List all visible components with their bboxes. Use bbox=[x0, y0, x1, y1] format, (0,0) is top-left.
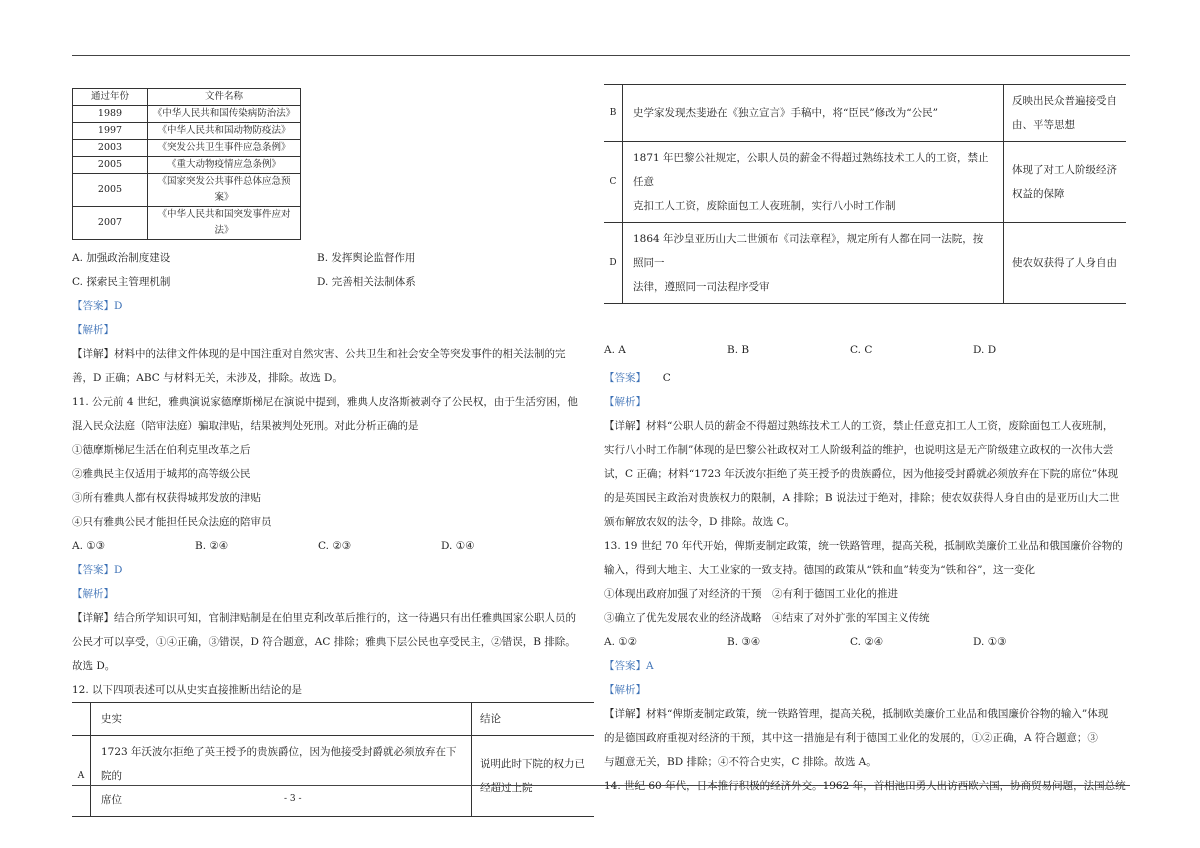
table-row bbox=[73, 207, 301, 240]
header-conclusion: 结论 bbox=[472, 703, 595, 736]
q10-detail-line: 善，D 正确；ABC 与材料无关，未涉及，排除。故选 D。 bbox=[72, 372, 343, 384]
law-year: 2005 bbox=[73, 157, 148, 174]
header-fact: 史实 bbox=[91, 703, 472, 736]
row-label: C bbox=[604, 142, 623, 223]
q10-detail-line: 【详解】材料中的法律文件体现的是中国注重对自然灾害、公共卫生和社会安全等突发事件的相关法制的完 bbox=[72, 348, 566, 360]
conclusion-cell bbox=[1004, 142, 1127, 223]
fact-line: 1723 年沃波尔拒绝了英王授予的贵族爵位，因为他接受封爵就必须放弃在下院的 bbox=[101, 746, 457, 782]
fact-cell bbox=[623, 223, 1004, 304]
fact-line: 法律，遵照同一司法程序受审 bbox=[633, 281, 770, 293]
answer-text: 【答案】A bbox=[604, 660, 654, 672]
option-c: C. 探索民主管理机制 bbox=[72, 276, 171, 288]
answer-label: 【答案】 bbox=[604, 372, 646, 384]
fact-line: 1864 年沙皇亚历山大二世颁布《司法章程》，规定所有人都在同一法院，按照同一 bbox=[633, 233, 984, 269]
conclusion-line: 权益的保障 bbox=[1012, 188, 1065, 200]
q12-detail-line: 实行八小时工作制”体现的是巴黎公社政权对工人阶级利益的维护，也说明这是无产阶级建立政权的一次伟大尝 bbox=[604, 444, 1114, 456]
q13-item: ①体现出政府加强了对经济的干预 ②有利于德国工业化的推进 bbox=[604, 588, 898, 600]
q10-options bbox=[72, 270, 594, 294]
fact-line: 克扣工人工资，废除面包工人夜班制，实行八小时工作制 bbox=[633, 200, 896, 212]
q10-jiexi: 【解析】 bbox=[72, 324, 114, 336]
q11-jiexi: 【解析】 bbox=[72, 588, 114, 600]
option-c: C. C bbox=[850, 344, 873, 356]
answer-text: 【答案】D bbox=[72, 564, 123, 576]
table-row bbox=[73, 174, 301, 207]
q11-stem-line: 11. 公元前 4 世纪，雅典演说家德摩斯梯尼在演说中提到，雅典人皮洛斯被剥夺了公民权，由于生活穷困，他 bbox=[72, 396, 578, 408]
row-label: D bbox=[604, 223, 623, 304]
top-rule bbox=[72, 55, 1130, 56]
law-year: 1989 bbox=[73, 106, 148, 123]
conclusion-cell bbox=[472, 736, 595, 817]
option-c: C. ②④ bbox=[850, 636, 884, 648]
table-row bbox=[73, 157, 301, 174]
option-d: D. ①④ bbox=[441, 540, 475, 552]
q13-answer bbox=[604, 654, 1126, 678]
q11-options bbox=[72, 534, 594, 558]
q12-table-bottom bbox=[604, 84, 1126, 304]
conclusion-line: 经超过上院 bbox=[480, 782, 533, 794]
q12-answer bbox=[604, 366, 1126, 390]
q10-options bbox=[72, 246, 594, 270]
option-c: C. ②③ bbox=[318, 540, 352, 552]
law-year: 1997 bbox=[73, 123, 148, 140]
fact-cell bbox=[623, 142, 1004, 223]
q13-stem-line: 13. 19 世纪 70 年代开始，俾斯麦制定政策，统一铁路管理，提高关税，抵制欧美廉价工业品和俄国廉价谷物的 bbox=[604, 540, 1123, 552]
q11-detail-line: 公民才可以享受，①④正确，③错误，D 符合题意，AC 排除；雅典下层公民也享受民主，②错误，B 排除。 bbox=[72, 636, 576, 648]
option-a: A. ①③ bbox=[72, 540, 106, 552]
q11-detail-line: 【详解】结合所学知识可知，官制津贴制是在伯里克利改革后推行的，这一待遇只有出任雅典国家公职人员的 bbox=[72, 612, 576, 624]
left-column bbox=[72, 82, 594, 817]
law-table bbox=[72, 88, 301, 240]
law-year: 2003 bbox=[73, 140, 148, 157]
conclusion-line: 说明此时下院的权力已 bbox=[480, 758, 585, 770]
q12-options bbox=[604, 338, 1126, 362]
table-row bbox=[73, 140, 301, 157]
law-name: 《中华人民共和国动物防疫法》 bbox=[148, 123, 301, 140]
empty-cell bbox=[72, 703, 91, 736]
fact-line: 席位 bbox=[101, 794, 122, 806]
q12-stem: 12. 以下四项表述可以从史实直接推断出结论的是 bbox=[72, 684, 303, 696]
law-header-name: 文件名称 bbox=[148, 89, 301, 106]
q12-detail-line: 【详解】材料“公职人员的薪金不得超过熟练技术工人的工资，禁止任意克扣工人工资，废除面包工人夜班制， bbox=[604, 420, 1114, 432]
law-table-header bbox=[73, 89, 301, 106]
q13-detail-line: 【详解】材料“俾斯麦制定政策，统一铁路管理，提高关税，抵制欧美廉价工业品和俄国廉价谷物的输入”体现 bbox=[604, 708, 1109, 720]
conclusion-line: 由、平等思想 bbox=[1012, 119, 1075, 131]
conclusion-line: 反映出民众普遍接受自 bbox=[1012, 95, 1117, 107]
row-label: A bbox=[72, 736, 91, 817]
law-year: 2007 bbox=[73, 207, 148, 240]
law-name: 《国家突发公共事件总体应急预案》 bbox=[148, 174, 301, 207]
table-row bbox=[604, 85, 1126, 142]
q11-item: ②雅典民主仅适用于城邦的高等级公民 bbox=[72, 468, 251, 480]
table-row bbox=[73, 123, 301, 140]
law-name: 《重大动物疫情应急条例》 bbox=[148, 157, 301, 174]
q13-jiexi: 【解析】 bbox=[604, 684, 646, 696]
option-a: A. ①② bbox=[604, 636, 638, 648]
q10-answer bbox=[72, 294, 594, 318]
table-row bbox=[604, 142, 1126, 223]
option-d: D. D bbox=[973, 344, 997, 356]
page-number: - 3 - bbox=[284, 794, 302, 804]
q11-item: ③所有雅典人都有权获得城邦发放的津贴 bbox=[72, 492, 261, 504]
table-row bbox=[604, 223, 1126, 304]
conclusion-line: 体现了对工人阶级经济 bbox=[1012, 164, 1117, 176]
q12-table-header bbox=[72, 703, 594, 736]
fact-line: 1871 年巴黎公社规定，公职人员的薪金不得超过熟练技术工人的工资，禁止任意 bbox=[633, 152, 989, 188]
q12-detail-line: 的是英国民主政治对贵族权力的限制，A 排除；B 说法过于绝对，排除；使农奴获得人身自由的是亚历山大二世 bbox=[604, 492, 1120, 504]
law-name: 《突发公共卫生事件应急条例》 bbox=[148, 140, 301, 157]
fact-cell bbox=[623, 85, 1004, 142]
q14-stem: 14. 世纪 60 年代，日本推行积极的经济外交。1962 年，首相池田勇人出访西欧六国，协商贸易问题，法国总统 bbox=[604, 780, 1126, 792]
option-b: B. ③④ bbox=[727, 636, 761, 648]
conclusion-cell bbox=[1004, 85, 1127, 142]
q11-answer bbox=[72, 558, 594, 582]
table-row bbox=[73, 106, 301, 123]
q13-stem-line: 输入，得到大地主、大工业家的一致支持。德国的政策从“铁和血”转变为“铁和谷”，这一变化 bbox=[604, 564, 1035, 576]
option-b: B. B bbox=[727, 344, 750, 356]
q13-item: ③确立了优先发展农业的经济战略 ④结束了对外扩张的军国主义传统 bbox=[604, 612, 930, 624]
option-b: B. ②④ bbox=[195, 540, 229, 552]
q11-detail-line: 故选 D。 bbox=[72, 660, 116, 672]
option-b: B. 发挥舆论监督作用 bbox=[317, 252, 416, 264]
option-a: A. A bbox=[604, 344, 626, 356]
row-label: B bbox=[604, 85, 623, 142]
q11-item: ①德摩斯梯尼生活在伯利克里改革之后 bbox=[72, 444, 251, 456]
q13-options bbox=[604, 630, 1126, 654]
table-row bbox=[72, 736, 594, 817]
spacer bbox=[604, 304, 1126, 338]
fact-line: 史学家发现杰斐逊在《独立宣言》手稿中，将“臣民”修改为“公民” bbox=[633, 107, 938, 119]
q12-detail-line: 颁布解放农奴的法令，D 排除。故选 C。 bbox=[604, 516, 796, 528]
conclusion-line: 使农奴获得了人身自由 bbox=[1012, 257, 1117, 269]
law-name: 《中华人民共和国传染病防治法》 bbox=[148, 106, 301, 123]
answer-text: 【答案】D bbox=[72, 300, 123, 312]
q11-item: ④只有雅典公民才能担任民众法庭的陪审员 bbox=[72, 516, 272, 528]
option-a: A. 加强政治制度建设 bbox=[72, 252, 171, 264]
option-d: D. 完善相关法制体系 bbox=[317, 276, 416, 288]
option-d: D. ①③ bbox=[973, 636, 1007, 648]
q12-detail-line: 试，C 正确；材料“1723 年沃波尔拒绝了英王授予的贵族爵位，因为他接受封爵就必须放弃在下院的席位”体现 bbox=[604, 468, 1119, 480]
q11-stem-line: 混入民众法庭（陪审法庭）骗取津贴，结果被判处死刑。对此分析正确的是 bbox=[72, 420, 419, 432]
law-year: 2005 bbox=[73, 174, 148, 207]
conclusion-cell bbox=[1004, 223, 1127, 304]
q12-jiexi: 【解析】 bbox=[604, 396, 646, 408]
law-name: 《中华人民共和国突发事件应对法》 bbox=[148, 207, 301, 240]
bottom-rule bbox=[72, 785, 1130, 786]
answer-value: C bbox=[662, 372, 671, 384]
q13-detail-line: 的是德国政府重视对经济的干预，其中这一措施是有利于德国工业化的发展的，①②正确，A 符合题意；③ bbox=[604, 732, 1098, 744]
q12-table-top bbox=[72, 702, 594, 817]
q13-detail-line: 与题意无关，BD 排除；④不符合史实，C 排除。故选 A。 bbox=[604, 756, 877, 768]
right-column bbox=[604, 84, 1126, 798]
law-header-year: 通过年份 bbox=[73, 89, 148, 106]
fact-cell bbox=[91, 736, 472, 817]
